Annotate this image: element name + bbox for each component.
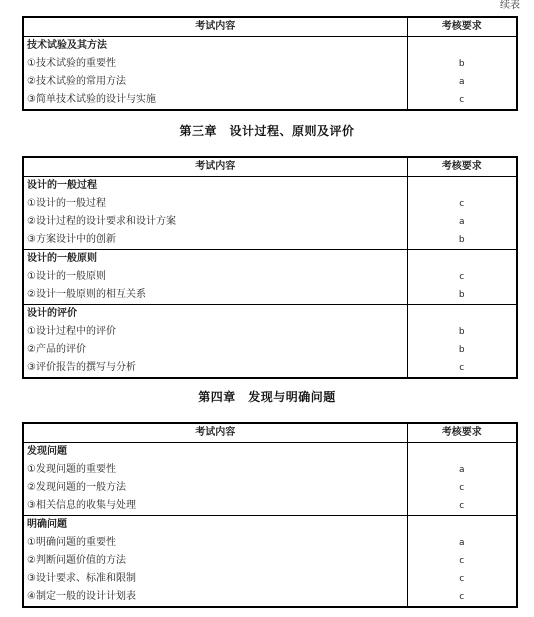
- requirement-level: b: [458, 290, 465, 300]
- chapter-title-4: 第四章 发现与明确问题: [198, 390, 336, 404]
- list-item: ④制定一般的设计计划表: [27, 591, 136, 602]
- requirement-level: a: [458, 77, 465, 87]
- exam-table-1: [22, 16, 518, 111]
- group-title: 明确问题: [27, 519, 67, 530]
- list-item: ①设计的一般原则: [27, 271, 106, 282]
- group-requirements: [407, 443, 517, 516]
- requirement-level: c: [459, 574, 465, 584]
- list-item: ①设计的一般过程: [27, 198, 106, 209]
- group-content: [23, 177, 407, 250]
- table-row: [23, 305, 517, 379]
- group-requirements: [407, 516, 517, 608]
- list-item: ②设计过程的设计要求和设计方案: [27, 216, 176, 227]
- group-title: 技术试验及其方法: [27, 40, 107, 51]
- requirement-level: b: [458, 59, 465, 69]
- list-item: ①技术试验的重要性: [27, 58, 116, 69]
- requirement-level: c: [459, 199, 465, 209]
- group-content: [23, 250, 407, 305]
- list-item: ③相关信息的收集与处理: [27, 500, 136, 511]
- group-content: [23, 516, 407, 608]
- group-requirements: [407, 250, 517, 305]
- requirement-level: c: [459, 363, 465, 373]
- group-content: [23, 305, 407, 379]
- list-item: ②技术试验的常用方法: [27, 76, 126, 87]
- column-header-requirement: 考核要求: [407, 423, 517, 443]
- table-row: [23, 177, 517, 250]
- requirement-level: c: [459, 556, 465, 566]
- requirement-level: c: [459, 95, 465, 105]
- list-item: ②设计一般原则的相互关系: [27, 289, 146, 300]
- table-row: [23, 37, 517, 111]
- group-content: [23, 37, 407, 111]
- requirement-level: b: [458, 345, 465, 355]
- list-item: ③简单技术试验的设计与实施: [27, 94, 156, 105]
- column-header-content: 考试内容: [23, 423, 407, 443]
- requirement-level: a: [458, 217, 465, 227]
- column-header-requirement: 考核要求: [407, 17, 517, 37]
- list-item: ①发现问题的重要性: [27, 464, 116, 475]
- list-item: ③评价报告的撰写与分析: [27, 362, 136, 373]
- chapter-title-3: 第三章 设计过程、原则及评价: [179, 124, 355, 138]
- list-item: ②发现问题的一般方法: [27, 482, 126, 493]
- requirement-level: c: [459, 592, 465, 602]
- table-row: [23, 516, 517, 608]
- requirement-level: c: [459, 272, 465, 282]
- requirement-level: a: [458, 538, 465, 548]
- list-item: ②判断问题价值的方法: [27, 555, 126, 566]
- list-item: ①设计过程中的评价: [27, 326, 116, 337]
- group-requirements: [407, 177, 517, 250]
- group-requirements: [407, 37, 517, 111]
- table-row: [23, 443, 517, 516]
- table-row: [23, 250, 517, 305]
- column-header-content: 考试内容: [23, 17, 407, 37]
- group-content: [23, 443, 407, 516]
- requirement-level: b: [458, 327, 465, 337]
- list-item: ②产品的评价: [27, 344, 86, 355]
- group-title: 设计的评价: [27, 308, 77, 319]
- requirement-level: b: [458, 235, 465, 245]
- column-header-requirement: 考核要求: [407, 157, 517, 177]
- group-title: 设计的一般原则: [27, 253, 97, 264]
- group-requirements: [407, 305, 517, 379]
- group-title: 设计的一般过程: [27, 180, 97, 191]
- column-header-content: 考试内容: [23, 157, 407, 177]
- list-item: ③方案设计中的创新: [27, 234, 116, 245]
- group-title: 发现问题: [27, 446, 67, 457]
- requirement-level: c: [459, 483, 465, 493]
- requirement-level: c: [459, 501, 465, 511]
- continued-label: 续表: [500, 0, 520, 11]
- exam-table-2: [22, 156, 518, 379]
- exam-table-3: [22, 422, 518, 608]
- list-item: ①明确问题的重要性: [27, 537, 116, 548]
- list-item: ③设计要求、标准和限制: [27, 573, 136, 584]
- requirement-level: a: [458, 465, 465, 475]
